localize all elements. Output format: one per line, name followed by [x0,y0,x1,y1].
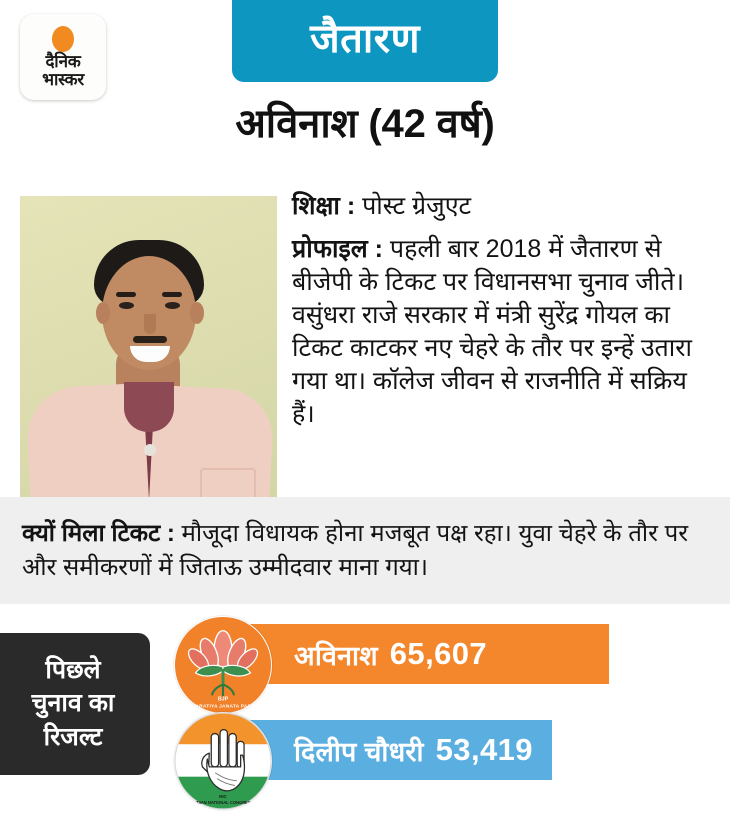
bjp-logo [174,616,272,714]
svg-text:INDIAN NATIONAL CONGRESS: INDIAN NATIONAL CONGRESS [192,800,254,806]
photo-ear-right [190,302,204,324]
result-vote-count: 65,607 [389,636,487,671]
svg-text:INC: INC [219,794,227,800]
result-bar-bjp [242,624,609,684]
previous-result-section [0,604,730,819]
svg-text:BHARATIYA JANATA PARTY: BHARATIYA JANATA PARTY [188,704,258,710]
constituency-badge [232,0,498,82]
profile-text-block [292,190,716,431]
sun-icon [52,26,74,52]
result-vote-count: 53,419 [435,732,533,767]
why-ticket-band [0,497,730,604]
why-ticket-label: क्यों मिला टिकट : [22,520,175,547]
result-candidate-name: अविनाश [294,640,378,671]
education-value: पोस्ट ग्रेजुएट [362,192,472,220]
result-bar-inc [242,720,552,780]
candidate-photo [20,196,277,497]
photo-eye-left [119,302,134,309]
card-header [0,0,730,96]
photo-eyebrow-left [116,292,136,297]
why-ticket-text [22,517,712,584]
photo-collar [124,382,174,432]
why-ticket-value: मौजूदा विधायक होना मजबूत पक्ष रहा। युवा चेहरे के तौर पर और समीकरणों में जिताऊ उम्मीदवार माना गया। [22,520,689,581]
constituency-name: जैतारण [309,17,421,61]
photo-ear-left [96,302,110,324]
photo-jacket-pocket [200,468,256,497]
profile-value: पहली बार 2018 में जैतारण से बीजेपी के टिकट पर विधानसभा चुनाव जीते। वसुंधरा राजे सरकार में मंत्री सुरेंद्र गोयल का टिकट काटकर नए चेहरे के तौर पर इन्हें उतारा गया था। कॉलेज जीवन से राजनीति में सक्रिय हैं। [292,235,692,428]
dainik-bhaskar-logo [20,14,106,100]
photo-moustache [133,336,167,343]
result-candidate-name: दिलीप चौधरी [294,736,424,767]
brand-name-line2: भास्कर [42,69,84,89]
brand-name-line1: दैनिक [45,51,81,71]
svg-text:BJP: BJP [217,696,229,703]
profile-section [0,190,730,497]
previous-result-title-line-3: रिजल्ट [43,722,103,751]
education-line [292,190,716,223]
previous-result-title-box [0,633,150,775]
congress-logo [174,712,272,810]
education-label: शिक्षा : [292,192,356,220]
photo-eyebrow-right [162,292,182,297]
candidate-headline: अविनाश (42 वर्ष) [235,102,495,146]
previous-result-title-line-1: पिछले [45,655,101,684]
photo-eye-right [165,302,180,309]
profile-label: प्रोफाइल : [292,235,383,263]
previous-result-title-line-2: चुनाव का [31,689,115,718]
photo-nose [144,314,156,334]
photo-jacket-button [144,444,156,456]
profile-line [292,233,716,431]
